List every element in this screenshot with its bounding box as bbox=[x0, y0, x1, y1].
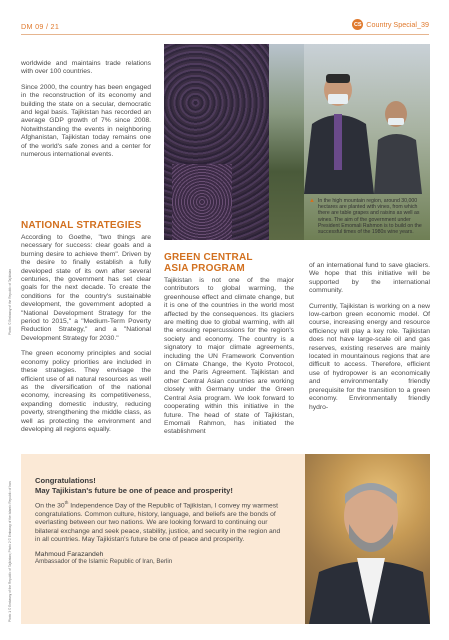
box-body: On the 30th Independence Day of the Republic of Tajikistan, I convey my warmest congratulations. Common culture, history, language, and beliefs are the bonds of everlasting between our two nations. We are looking forward to continuing our bilateral exchange and seek peace, stability, justice, and security in the region and in all countries. May Tajikistan's future be one of peace and prosperity. bbox=[35, 500, 281, 544]
paragraph: According to Goethe, "two things are necessary for success: clear goals and a burning desire to achieve them". Driven by the desire to finally establish a fully developed state of its own after several centuries, the government has set clear goals for the next decade. To create the conditions for the country's sustainable development, the government adopted a "National Development Strategy for the period to 2015," a "Medium-Term Poverty Reduction Strategy," and a "National Development Strategy for 2030." bbox=[21, 234, 151, 342]
page-number-left: DM 09 / 21 bbox=[21, 22, 60, 31]
country-special-badge: CS bbox=[352, 19, 363, 30]
header-divider bbox=[21, 34, 429, 35]
ambassador-portrait bbox=[305, 454, 430, 624]
paragraph: The green economy principles and social economy policy priorities are included in these strategies. They envisage the efficient use of all natural resources as well as the diversification of the national economy, increasing its competitiveness, expanding domestic industry, reducing poverty, strengthening the middle class, as well as protecting the environment and developing all regions equally. bbox=[21, 350, 151, 433]
section-heading: GREEN CENTRAL ASIA PROGRAM bbox=[164, 252, 253, 274]
paragraph: Since 2000, the country has been engaged in the reconstruction of its economy and building the state on a secular, democratic and legal basis. Tajikistan has recorded an average GDP growth of 7% since 2008. Notwithstanding the events in neighboring Afghanistan, Tajikistan today remains one of the world's safe zones and a center for numerous international events. bbox=[21, 83, 151, 159]
page-number-right: Country Special_39 bbox=[366, 20, 429, 29]
paragraph: of an international fund to save glaciers. We hope that this initiative will be supported by the international community. bbox=[309, 262, 430, 295]
paragraph: Tajikistan is not one of the major contributors to global warming, the greenhouse effect and climate change, but it is one of the countries in the world most affected by the consequences. Its glaciers are melting due to global warming, with all the ensuing repercussions for the region's society and economy. The country is a signatory to major climate agreements, including the UN Framework Convention on Climate Change, the Kyoto Protocol, and the Paris Agreement. Tajikistan and other Central Asian countries are working closely with Germany under the Green Central Asia program. We look forward to cooperating within this initiative in the future. The head of state of Tajikistan, Emomali Rahmon, has initiated the establishment bbox=[164, 277, 294, 436]
signature-title: Ambassador of the Islamic Republic of Iran, Berlin bbox=[35, 557, 173, 565]
column-1-intro bbox=[21, 60, 151, 166]
box-title: Congratulations! May Tajikistan's future be one of peace and prosperity! bbox=[35, 476, 233, 495]
ambassador-image bbox=[305, 454, 430, 624]
grape-cluster-image bbox=[172, 164, 232, 240]
section-heading: NATIONAL STRATEGIES bbox=[21, 220, 142, 231]
congratulations-box bbox=[21, 454, 430, 624]
column-2 bbox=[164, 252, 294, 444]
column-1-strategies bbox=[21, 220, 151, 441]
paragraph: worldwide and maintains trade relations with over 100 countries. bbox=[21, 60, 151, 76]
signature-name: Mahmoud Farazandeh bbox=[35, 550, 104, 558]
column-3 bbox=[309, 262, 430, 419]
vineyard-photo bbox=[164, 44, 304, 240]
congratulations-text bbox=[35, 476, 281, 565]
paragraph: Currently, Tajikistan is working on a new low-carbon green economic model. Of course, increasing energy and resource efficiency will play a key role. Tajikistan does not have large-scale oil and gas reserves, existing reserves are mainly located in mountainous regions that are difficult to access. Therefore, efficient use of hydropower is an economically and environmentally friendly prerequisite for the transition to a green economy. Environmentally friendly hydro- bbox=[309, 302, 430, 411]
photo-caption: ▲ In the high mountain region, around 30,000 hectares are planted with vines, from which there are table grapes and raisins as well as wines. The aim of the government under President Emomali Rahmon is to build on the successful times of the 1980s wine years. bbox=[309, 198, 422, 236]
triangle-bullet-icon: ▲ bbox=[309, 198, 315, 204]
section-label bbox=[352, 19, 429, 30]
